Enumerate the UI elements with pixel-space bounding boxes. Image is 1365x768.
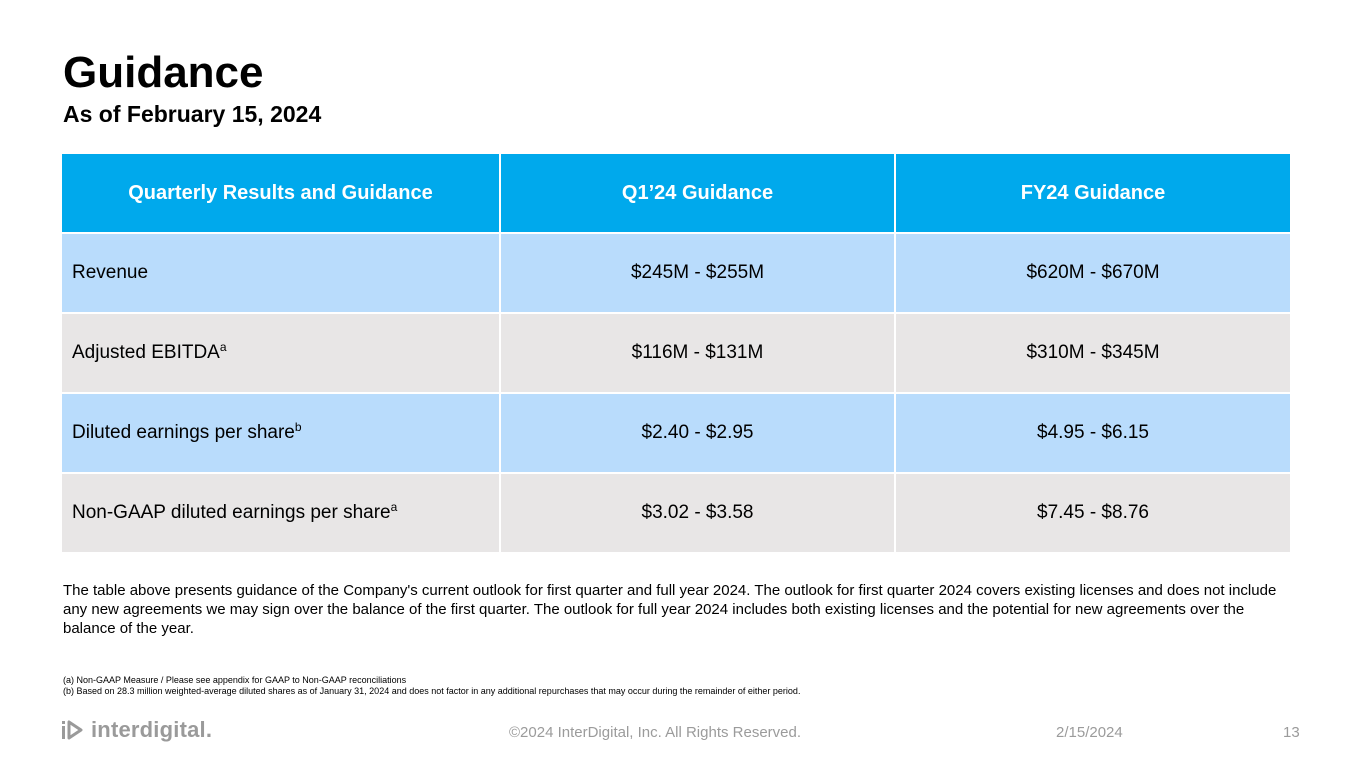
footnote-marker: b bbox=[294, 420, 302, 434]
q1-value-cell: $2.40 - $2.95 bbox=[500, 393, 895, 473]
metric-label: Non-GAAP diluted earnings per share bbox=[72, 502, 391, 523]
fy-value-cell: $310M - $345M bbox=[895, 313, 1291, 393]
footnote-a: (a) Non-GAAP Measure / Please see appendix for GAAP to Non-GAAP reconciliations bbox=[63, 675, 407, 685]
logo-dot: . bbox=[205, 717, 212, 742]
guidance-note: The table above presents guidance of the Company's current outlook for first quarter and full year 2024. The outlook for first quarter 2024 covers existing licenses and does not include any new agreements we may sign over the balance of the first quarter. The outlook for full year 2024 includes both existing licenses and the potential for new agreements over the balance of the year. bbox=[63, 582, 1277, 637]
column-header-metric: Quarterly Results and Guidance bbox=[61, 153, 500, 233]
fy-value-cell: $7.45 - $8.76 bbox=[895, 473, 1291, 553]
metric-cell bbox=[61, 393, 500, 473]
metric-label: Diluted earnings per share bbox=[72, 422, 295, 443]
q1-value-cell: $3.02 - $3.58 bbox=[500, 473, 895, 553]
table-row-diluted-eps bbox=[61, 393, 1291, 473]
guidance-table bbox=[60, 152, 1292, 554]
interdigital-logo-icon bbox=[61, 719, 87, 741]
footnotes bbox=[63, 675, 800, 697]
fy-value-cell: $620M - $670M bbox=[895, 233, 1291, 313]
fy-value-cell: $4.95 - $6.15 bbox=[895, 393, 1291, 473]
slide-date: 2/15/2024 bbox=[1056, 724, 1123, 741]
footnote-marker: a bbox=[390, 500, 398, 514]
company-logo bbox=[61, 717, 212, 743]
table-row-adjusted-ebitda bbox=[61, 313, 1291, 393]
footnote-marker: a bbox=[219, 340, 227, 354]
table-row-non-gaap-diluted-eps bbox=[61, 473, 1291, 553]
logo-wordmark: interdigital bbox=[91, 717, 206, 742]
slide-title: Guidance bbox=[63, 48, 264, 97]
page-number: 13 bbox=[1283, 724, 1300, 741]
metric-label: Adjusted EBITDA bbox=[72, 342, 220, 363]
copyright-text: ©2024 InterDigital, Inc. All Rights Reserved. bbox=[509, 724, 802, 741]
metric-cell bbox=[61, 313, 500, 393]
footnote-b: (b) Based on 28.3 million weighted-average diluted shares as of January 31, 2024 and does not factor in any additional repurchases that may occur during the remainder of either period. bbox=[63, 686, 801, 696]
table-row-revenue bbox=[61, 233, 1291, 313]
column-header-fy24-guidance: FY24 Guidance bbox=[895, 153, 1291, 233]
q1-value-cell: $116M - $131M bbox=[500, 313, 895, 393]
metric-cell bbox=[61, 233, 500, 313]
table-header-row bbox=[61, 153, 1291, 233]
q1-value-cell: $245M - $255M bbox=[500, 233, 895, 313]
slide-subtitle: As of February 15, 2024 bbox=[63, 101, 322, 127]
column-header-q1-guidance: Q1’24 Guidance bbox=[500, 153, 895, 233]
metric-cell bbox=[61, 473, 500, 553]
metric-label: Revenue bbox=[72, 262, 149, 283]
